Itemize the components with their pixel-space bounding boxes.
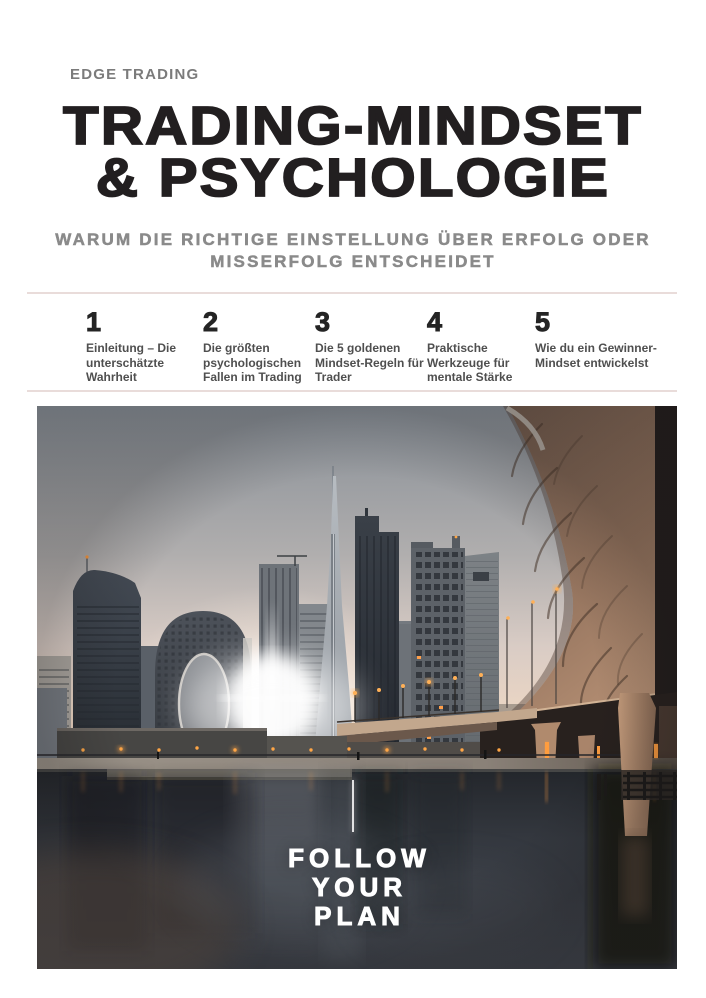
- table-of-contents: [86, 306, 666, 385]
- page-title-line1: TRADING-MINDSET: [63, 96, 643, 156]
- toc-item-number: 1: [86, 307, 102, 337]
- toc-item-1: [86, 306, 203, 385]
- toc-item-label: Praktische Werkzeuge für mentale Stärke: [427, 341, 513, 384]
- hero-overlay-text: [37, 844, 677, 931]
- toc-item-number: 5: [535, 307, 551, 337]
- brand-kicker: EDGE TRADING: [70, 66, 200, 83]
- toc-item-number: 2: [203, 307, 219, 337]
- toc-item-number: 3: [315, 307, 331, 337]
- hero-overlay-line2: YOUR: [311, 872, 408, 902]
- hero-overlay-line1: FOLLOW: [288, 843, 431, 873]
- toc-item-number: 4: [427, 307, 443, 337]
- vertical-divider-line: [352, 780, 354, 832]
- toc-item-3: [315, 306, 427, 385]
- toc-item-2: [203, 306, 315, 385]
- toc-item-label: Die 5 goldenen Mindset-Regeln für Trader: [315, 341, 424, 384]
- toc-item-label: Die größten psychologischen Fallen im Trading: [203, 341, 302, 384]
- page-subtitle: WARUM DIE RICHTIGE EINSTELLUNG ÜBER ERFOLG ODER MISSERFOLG ENTSCHEIDET: [55, 230, 651, 271]
- divider-bottom: [27, 390, 677, 392]
- page-title-line2: & PSYCHOLOGIE: [95, 148, 611, 208]
- toc-item-5: [535, 306, 666, 385]
- hero-overlay-line3: PLAN: [314, 901, 405, 931]
- hero-image: [37, 406, 677, 969]
- toc-item-4: [427, 306, 535, 385]
- toc-item-label: Wie du ein Gewinner-Mindset entwickelst: [535, 341, 657, 370]
- page-title: [0, 96, 706, 208]
- divider-top: [27, 292, 677, 294]
- toc-item-label: Einleitung – Die unterschätzte Wahrheit: [86, 341, 177, 384]
